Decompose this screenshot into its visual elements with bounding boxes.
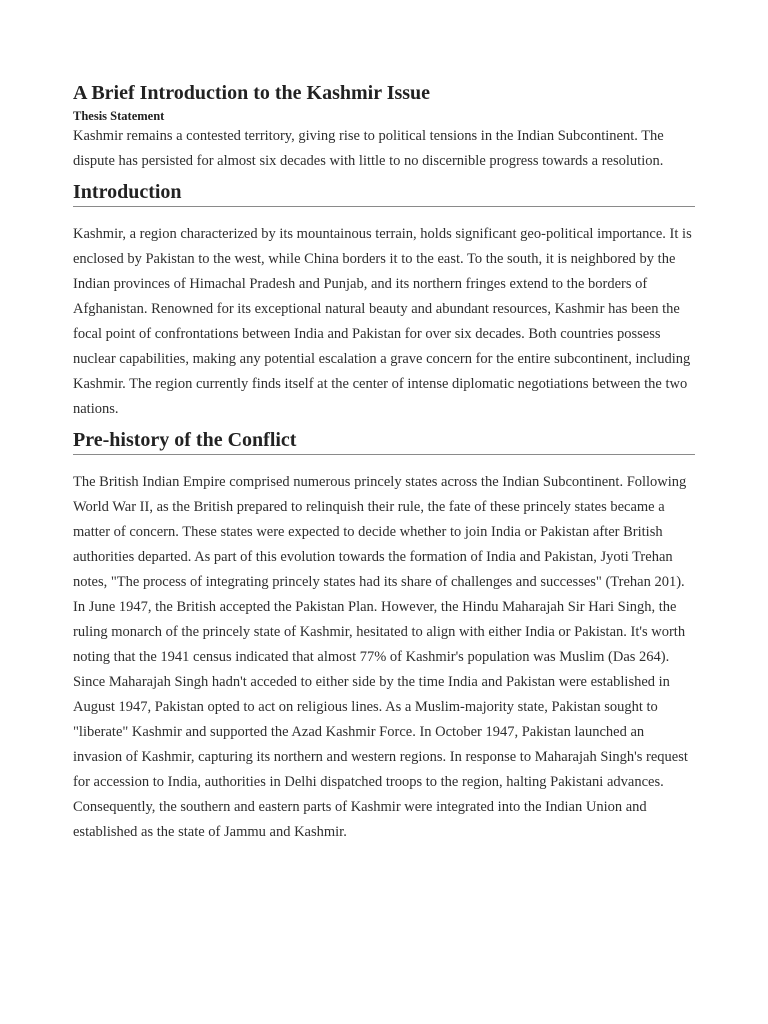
document-page: [73, 78, 695, 845]
pre-history-paragraph-2: In June 1947, the British accepted the Pakistan Plan. However, the Hindu Maharajah Sir Hari Singh, the ruling monarch of the princely state of Kashmir, hesitated to align with either India or Pakistan. It's worth noting that the 1941 census indicated that almost 77% of Kashmir's population was Muslim (Das 264). Since Maharajah Singh hadn't acceded to either side by the time India and Pakistan were established in August 1947, Pakistan opted to act on religious lines. As a Muslim-majority state, Pakistan sought to "liberate" Kashmir and supported the Azad Kashmir Force. In October 1947, Pakistan launched an invasion of Kashmir, capturing its northern and western regions. In response to Maharajah Singh's request for accession to India, authorities in Delhi dispatched troops to the region, halting Pakistani advances. Consequently, the southern and eastern parts of Kashmir were integrated into the Indian Union and established as the state of Jammu and Kashmir.: [73, 599, 688, 840]
pre-history-paragraph-1: The British Indian Empire comprised numerous princely states across the Indian Subcontinent. Following World War II, as the British prepared to relinquish their rule, the fate of these princely states became a matter of concern. These states were expected to decide whether to join India or Pakistan after British authorities departed. As part of this evolution towards the formation of India and Pakistan, Jyoti Trehan notes, "The process of integrating princely states had its share of challenges and successes" (Trehan 201).: [73, 474, 687, 590]
section-heading-pre-history: Pre-history of the Conflict: [73, 426, 695, 455]
section-heading-introduction: Introduction: [73, 178, 695, 207]
document-title: A Brief Introduction to the Kashmir Issue: [73, 82, 431, 104]
thesis-text: Kashmir remains a contested territory, giving rise to political tensions in the Indian Subcontinent. The dispute has persisted for almost six decades with little to no discernible progress towards a resolution.: [73, 128, 664, 169]
thesis-label: Thesis Statement: [73, 109, 165, 123]
introduction-paragraph: Kashmir, a region characterized by its mountainous terrain, holds significant geo-political importance. It is enclosed by Pakistan to the west, while China borders it to the east. To the south, it is neighbored by the Indian provinces of Himachal Pradesh and Punjab, and its northern fringes extend to the borders of Afghanistan. Renowned for its exceptional natural beauty and abundant resources, Kashmir has been the focal point of confrontations between India and Pakistan for over six decades. Both countries possess nuclear capabilities, making any potential escalation a grave concern for the entire subcontinent, including Kashmir. The region currently finds itself at the center of intense diplomatic negotiations between the two nations.: [73, 226, 692, 417]
